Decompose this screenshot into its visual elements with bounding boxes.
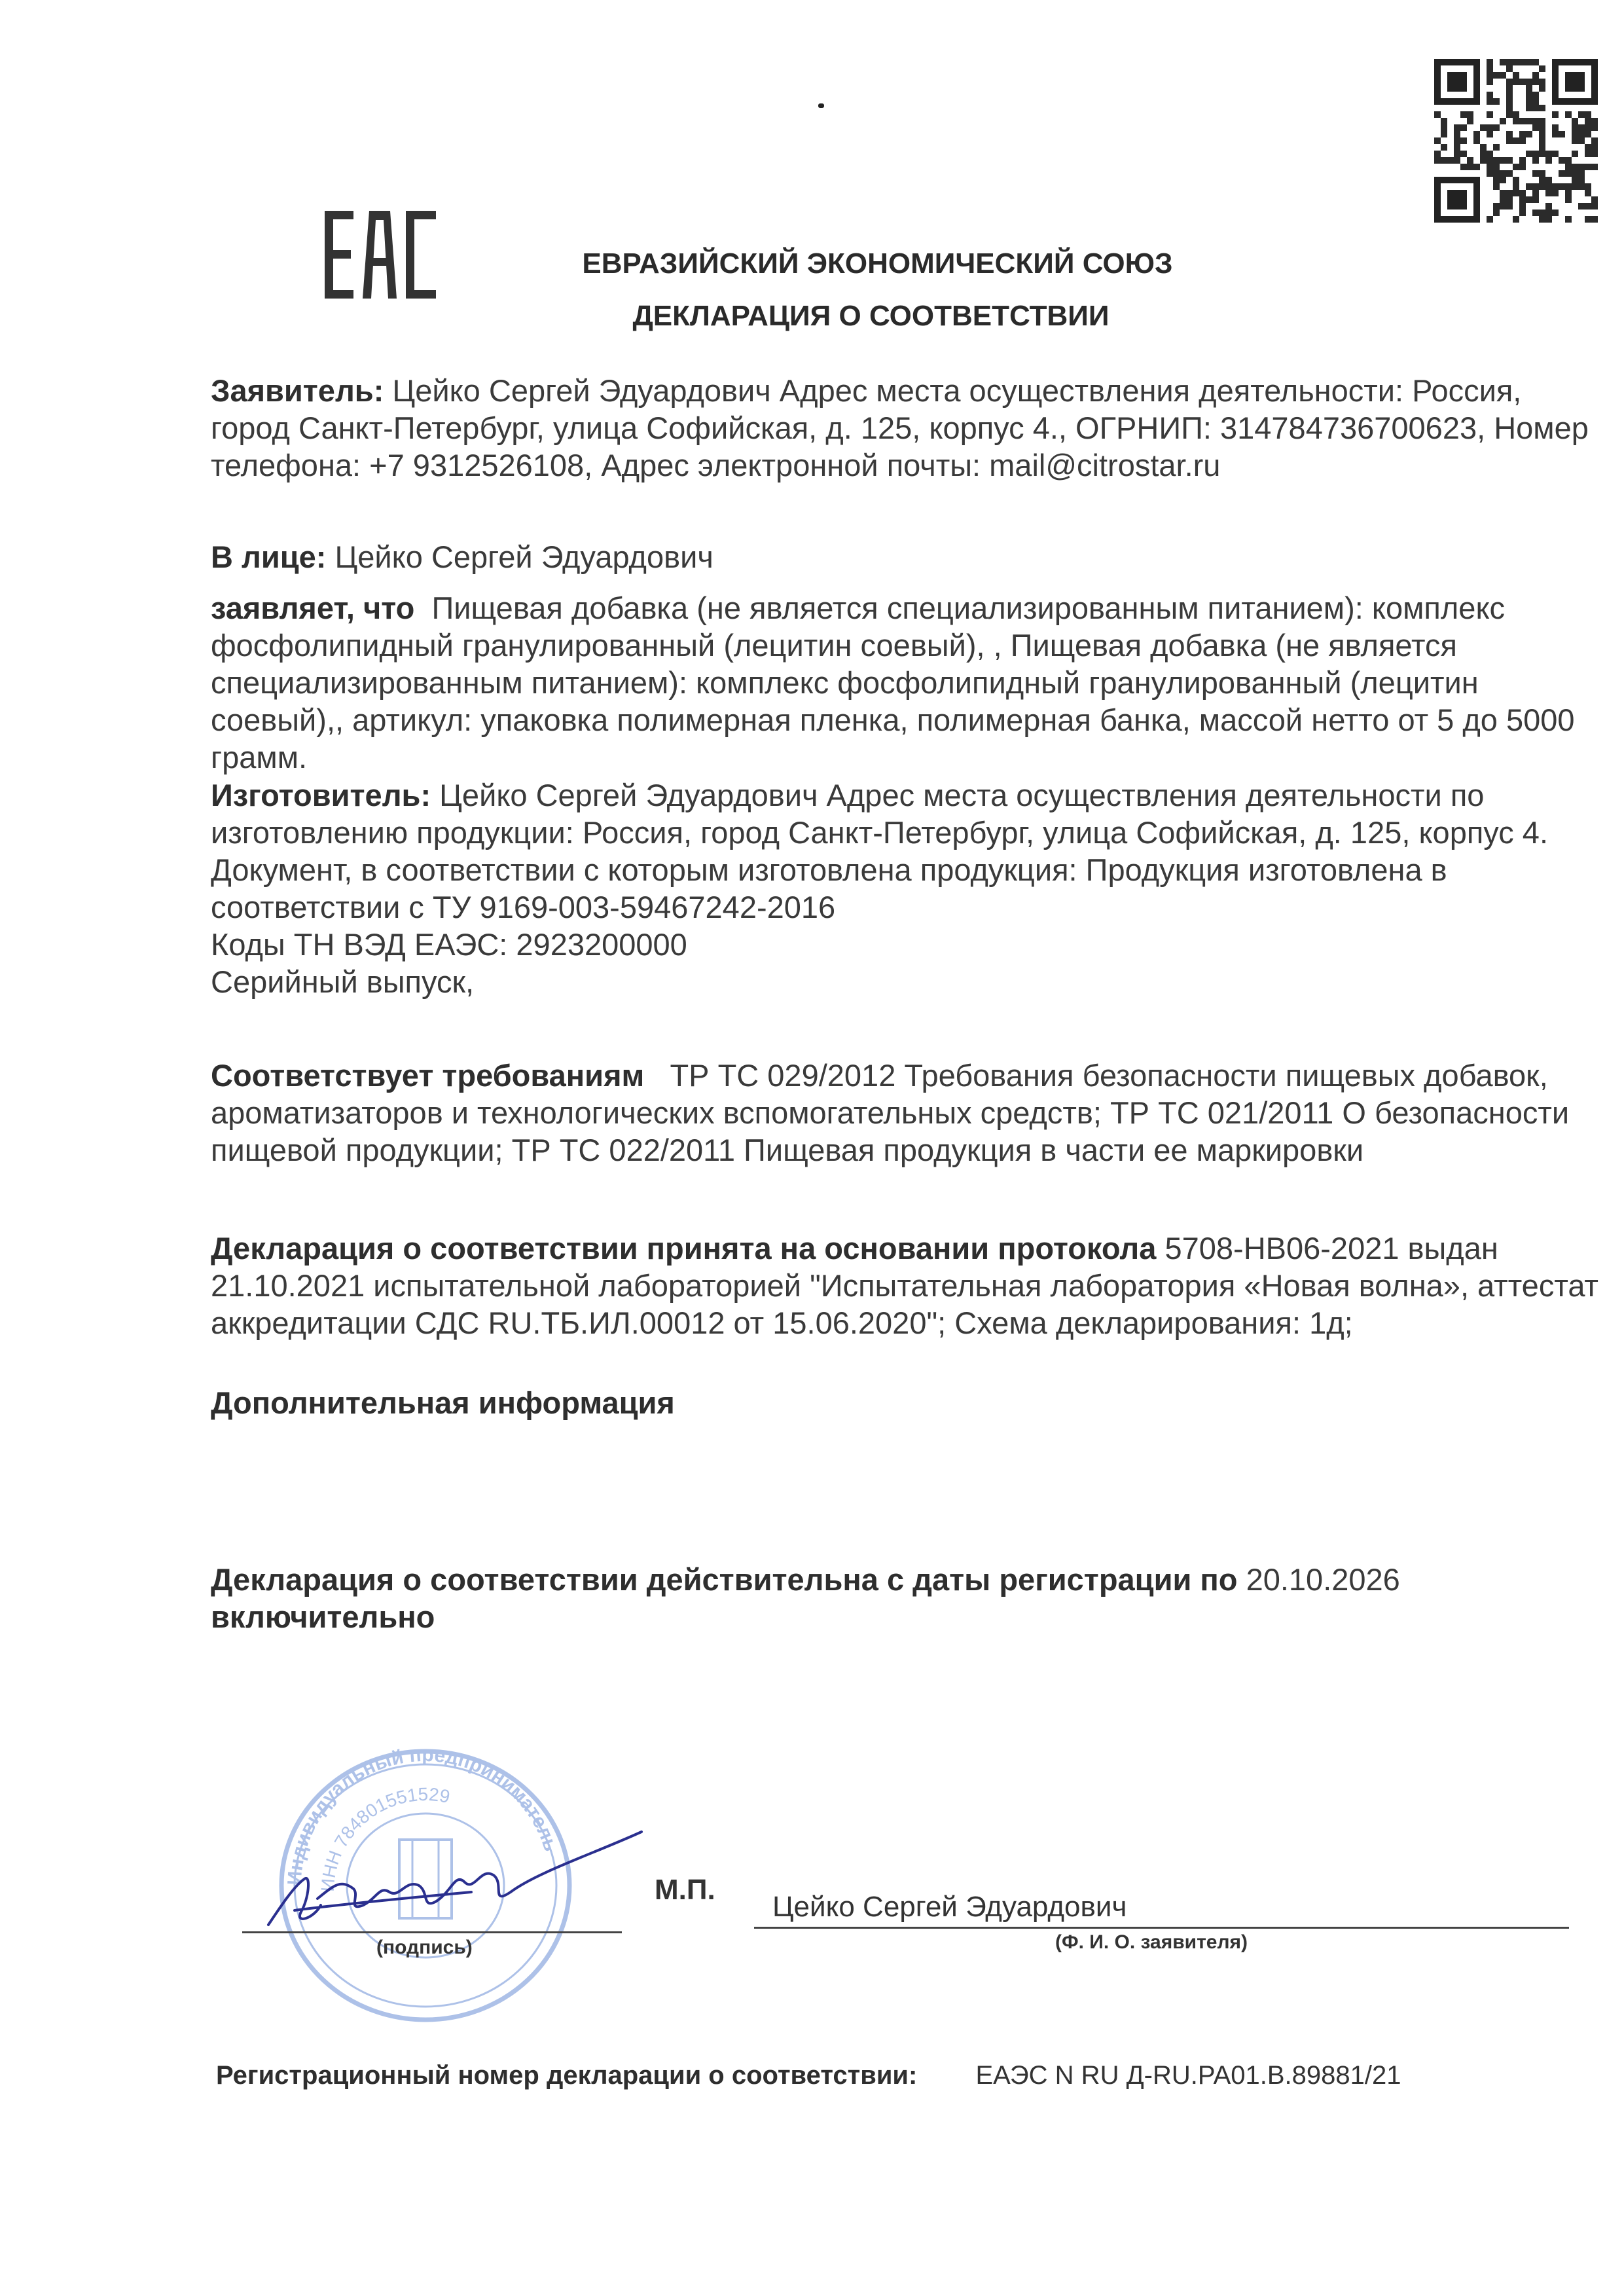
document-title: ДЕКЛАРАЦИЯ О СООТВЕТСТВИИ	[632, 300, 1110, 332]
represented-text: Цейко Сергей Эдуардович	[334, 539, 713, 574]
basis-text: 5708-НВ06-2021 выдан 21.10.2021 испытательной лабораторией "Испытательная лаборатория «Новая волна», аттестат аккредитации СДС RU.ТБ.ИЛ.00012 от 15.06.2020"; Схема декларирования: 1д;	[211, 1231, 1598, 1340]
manufacturer-text: Цейко Сергей Эдуардович Адрес места осуществления деятельности по изготовлению продукции: Россия, город Санкт-Петербург, улица Софийская, д. 125, корпус 4.	[211, 778, 1549, 850]
declares-section	[211, 589, 1598, 776]
applicant-label: Заявитель:	[211, 373, 384, 408]
signer-name: Цейко Сергей Эдуардович	[772, 1891, 1127, 1923]
registration-label: Регистрационный номер декларации о соответствии:	[216, 2061, 918, 2090]
stamp-text-inn: ИНН 784801551529	[317, 1783, 452, 1893]
declares-text: Пищевая добавка (не является специализированным питанием): комплекс фосфолипидный гранулированный (лецитин соевый), , Пищевая добавка (не является специализированным питанием): комплекс фосфолипидный гранулированный (лецитин соевый),, артикул: упаковка полимерная пленка, полимерная банка, массой нетто от 5 до 5000 грамм.	[211, 591, 1575, 774]
manufacturer-section	[211, 776, 1598, 1000]
registration-number: ЕАЭС N RU Д-RU.PA01.B.89881/21	[975, 2061, 1401, 2090]
stamp-text-top: Индивидуальный предприниматель	[283, 1743, 562, 1886]
manufacturer-label: Изготовитель:	[211, 778, 431, 812]
validity-label: Декларация о соответствии действительна с даты регистрации по	[211, 1562, 1238, 1597]
additional-info-section	[211, 1384, 1598, 1421]
represented-label: В лице:	[211, 539, 327, 574]
validity-date: 20.10.2026	[1246, 1562, 1400, 1597]
handwritten-signature	[255, 1827, 648, 1938]
name-line	[754, 1927, 1569, 1929]
seal-place-label: М.П.	[655, 1874, 715, 1906]
union-title: ЕВРАЗИЙСКИЙ ЭКОНОМИЧЕСКИЙ СОЮЗ	[582, 247, 1173, 280]
release-line: Серийный выпуск,	[211, 964, 475, 999]
represented-section	[211, 538, 1598, 575]
signature-caption: (подпись)	[376, 1937, 473, 1958]
qr-code	[1430, 51, 1602, 236]
applicant-text: Цейко Сергей Эдуардович Адрес места осуществления деятельности: Россия, город Санкт-Петербург, улица Софийская, д. 125, корпус 4., ОГРНИП: 314784736700623, Номер телефона: +7 9312526108, Адрес электронной почты: mail@citrostar.ru	[211, 373, 1589, 483]
hs-codes-line: Коды ТН ВЭД ЕАЭС: 2923200000	[211, 927, 687, 962]
validity-suffix: включительно	[211, 1599, 435, 1634]
requirements-text: ТР ТС 029/2012 Требования безопасности пищевых добавок, ароматизаторов и технологических вспомогательных средств; ТР ТС 021/2011 О безопасности пищевой продукции; ТР ТС 022/2011 Пищевая продукция в части ее маркировки	[211, 1058, 1570, 1167]
applicant-section	[211, 372, 1598, 484]
requirements-section	[211, 1057, 1598, 1169]
additional-info-label: Дополнительная информация	[211, 1385, 675, 1420]
name-caption: (Ф. И. О. заявителя)	[1055, 1931, 1248, 1953]
signature-line	[242, 1931, 622, 1933]
basis-section	[211, 1230, 1598, 1341]
basis-label: Декларация о соответствии принята на основании протокола	[211, 1231, 1157, 1266]
registration-section	[216, 2061, 1401, 2090]
scan-dot	[818, 103, 824, 108]
manufacturer-document-line: Документ, в соответствии с которым изготовлена продукция: Продукция изготовлена в соответствии с ТУ 9169-003-59467242-2016	[211, 852, 1447, 924]
validity-section	[211, 1561, 1598, 1635]
requirements-label: Соответствует требованиям	[211, 1058, 645, 1093]
declares-label: заявляет, что	[211, 591, 415, 625]
